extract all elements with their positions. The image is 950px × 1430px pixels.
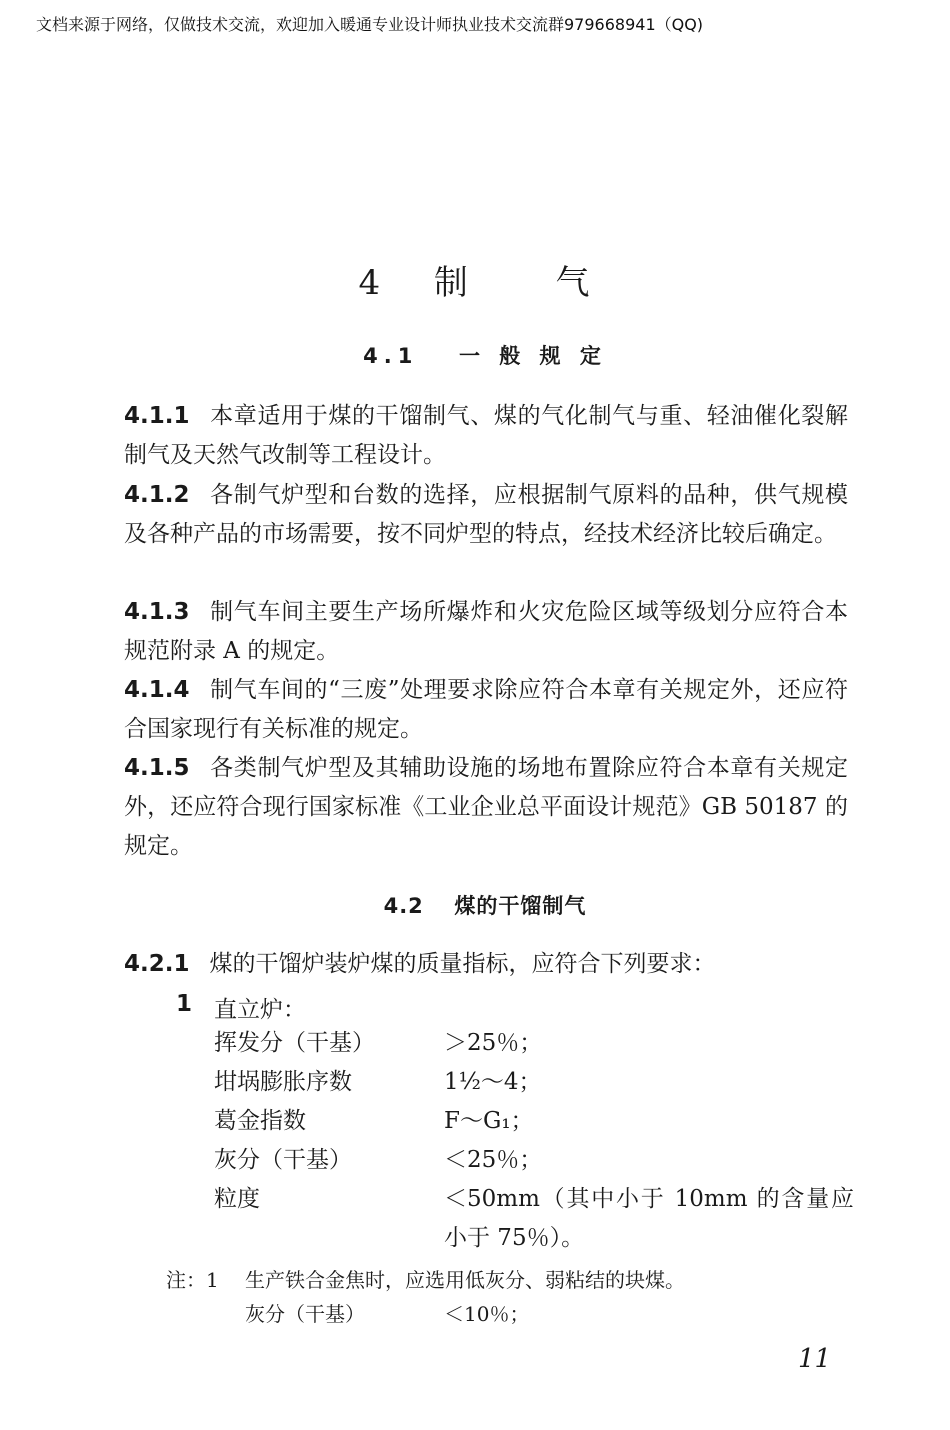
clause-4-1-5 [124, 749, 848, 866]
spec-label: 葛金指数 [214, 1108, 306, 1134]
section-heading-4-1 [0, 340, 950, 370]
chapter-title [0, 255, 950, 304]
clause-text: 各类制气炉型及其辅助设施的场地布置除应符合本章有关规定外，还应符合现行国家标准《工业企业总平面设计规范》GB 50187 的规定。 [124, 755, 848, 859]
clause-4-1-4 [124, 671, 848, 749]
note-prefix: 注：1 [166, 1268, 219, 1292]
clause-number: 4.2.1 [124, 951, 190, 977]
watermark-text: 文档来源于网络，仅做技术交流，欢迎加入暖通专业设计师执业技术交流群979668941（QQ) [36, 15, 704, 34]
spec-label: 坩埚膨胀序数 [214, 1069, 352, 1095]
item-title: 直立炉： [214, 997, 306, 1023]
note-text: 生产铁合金焦时，应选用低灰分、弱粘结的块煤。 [245, 1268, 685, 1292]
clause-4-1-3 [124, 593, 848, 671]
section-number: 4.1 [363, 344, 419, 368]
clause-number: 4.1.1 [124, 403, 190, 429]
clause-text: 制气车间主要生产场所爆炸和火灾危险区域等级划分应符合本规范附录 A 的规定。 [124, 599, 848, 664]
spec-label: 粒度 [214, 1186, 260, 1212]
item-number: 1 [176, 991, 193, 1017]
note-label: 灰分（干基） [245, 1302, 365, 1326]
section-title: 一 般 规 定 [458, 344, 607, 368]
spec-value: ＞25％； [444, 1030, 543, 1056]
spec-value: F～G₁； [444, 1108, 534, 1134]
note-value: ＜10％； [444, 1302, 530, 1326]
spec-value: 1½～4； [444, 1069, 542, 1095]
spec-label: 挥发分（干基） [214, 1030, 375, 1056]
section-heading-4-2 [0, 890, 950, 920]
clause-number: 4.1.4 [124, 677, 190, 703]
page-number: 11 [798, 1344, 832, 1374]
clause-4-1-1 [124, 397, 848, 475]
clause-text: 各制气炉型和台数的选择，应根据制气原料的品种，供气规模及各种产品的市场需要，按不同炉型的特点，经技术经济比较后确定。 [124, 482, 848, 547]
spec-value: ＜25％； [444, 1147, 543, 1173]
clause-text: 制气车间的“三废”处理要求除应符合本章有关规定外，还应符合国家现行有关标准的规定。 [124, 677, 848, 742]
chapter-number: 4 [358, 263, 383, 303]
clause-text: 煤的干馏炉装炉煤的质量指标，应符合下列要求： [209, 951, 716, 977]
clause-4-2-1 [124, 945, 848, 984]
clause-number: 4.1.5 [124, 755, 190, 781]
spec-label: 灰分（干基） [214, 1147, 352, 1173]
section-title: 煤的干馏制气 [454, 894, 587, 918]
spec-value: ＜50mm（其中小于 10mm 的含量应小于 75％）。 [444, 1186, 854, 1251]
clause-4-1-2 [124, 476, 848, 554]
section-number: 4.2 [383, 894, 424, 918]
clause-number: 4.1.2 [124, 482, 190, 508]
clause-number: 4.1.3 [124, 599, 190, 625]
clause-text: 本章适用于煤的干馏制气、煤的气化制气与重、轻油催化裂解制气及天然气改制等工程设计。 [124, 403, 848, 468]
chapter-title-a: 制 [433, 263, 470, 303]
chapter-title-b: 气 [555, 263, 592, 303]
